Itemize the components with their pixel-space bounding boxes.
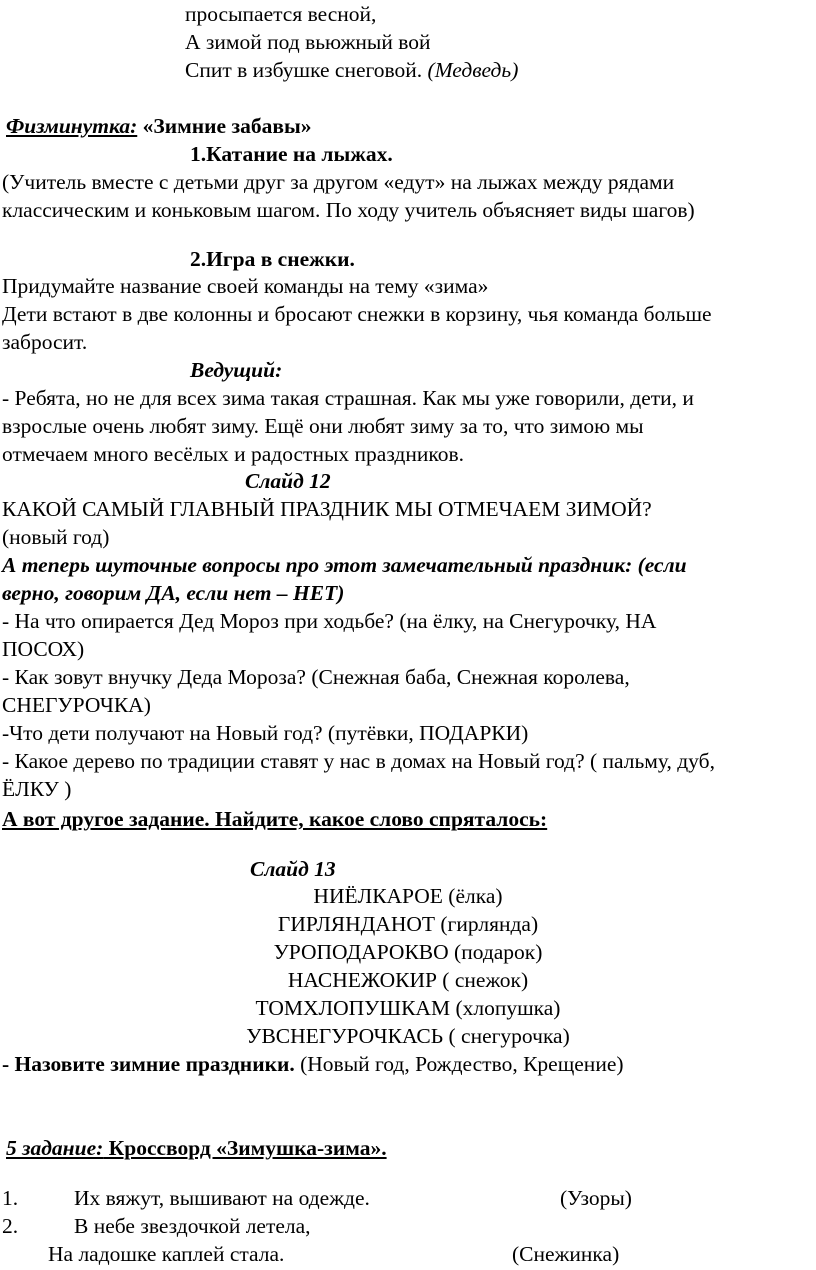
host-text-3: отмечаем много весёлых и радостных праздников. bbox=[2, 442, 465, 466]
slide12-intro-1: А теперь шуточные вопросы про этот замечательный праздник: (если bbox=[2, 553, 687, 577]
poem-line-3 bbox=[185, 56, 518, 84]
hidden-word-1: НИЁЛКАРОЕ (ёлка) bbox=[313, 884, 503, 908]
holidays-question bbox=[2, 1050, 624, 1078]
poem-line-2: А зимой под вьюжный вой bbox=[185, 30, 431, 54]
game1-title: 1.Катание на лыжах. bbox=[190, 142, 393, 166]
poem-line-3-text: Спит в избушке снеговой. bbox=[185, 58, 423, 82]
slide12-answer: (новый год) bbox=[2, 525, 110, 549]
slide12-intro-2: верно, говорим ДА, если нет – НЕТ) bbox=[2, 581, 345, 605]
slide13-label: Слайд 13 bbox=[250, 857, 336, 881]
hidden-word-5: ТОМХЛОПУШКАМ (хлопушка) bbox=[255, 996, 561, 1020]
hidden-word-6: УВСНЕГУРОЧКАСЬ ( снегурочка) bbox=[246, 1024, 570, 1048]
task5-title: Кроссворд «Зимушка-зима». bbox=[103, 1136, 387, 1160]
slide12-q3: -Что дети получают на Новый год? (путёвки, ПОДАРКИ) bbox=[2, 721, 529, 745]
slide12-label: Слайд 12 bbox=[245, 469, 331, 493]
host-text-1: - Ребята, но не для всех зима такая страшная. Как мы уже говорили, дети, и bbox=[2, 386, 694, 410]
holidays-question-text: - Назовите зимние праздники. bbox=[2, 1052, 295, 1076]
crossword-item-2-answer: (Снежинка) bbox=[512, 1242, 620, 1266]
hidden-word-3: УРОПОДАРОКВО (подарок) bbox=[273, 940, 543, 964]
find-word-task: А вот другое задание. Найдите, какое слово спряталось: bbox=[2, 807, 548, 831]
fizminutka-heading bbox=[6, 112, 312, 140]
crossword-item-1-text: Их вяжут, вышивают на одежде. bbox=[74, 1186, 370, 1210]
crossword-item-2-text: В небе звездочкой летела, bbox=[74, 1214, 311, 1238]
task5-heading bbox=[6, 1134, 387, 1162]
holidays-answer: (Новый год, Рождество, Крещение) bbox=[294, 1052, 624, 1076]
task5-label: 5 задание: bbox=[6, 1136, 104, 1160]
slide12-q4-1: - Какое дерево по традиции ставят у нас в домах на Новый год? ( пальму, дуб, bbox=[2, 749, 715, 773]
game2-text-1: Придумайте название своей команды на тему «зима» bbox=[2, 274, 489, 298]
crossword-item-2-num: 2. bbox=[2, 1214, 19, 1238]
slide12-q4-2: ЁЛКУ ) bbox=[2, 777, 72, 801]
crossword-item-1-num: 1. bbox=[2, 1186, 19, 1210]
game2-text-2: Дети встают в две колонны и бросают снежки в корзину, чья команда больше bbox=[2, 302, 712, 326]
game1-text-2: классическим и коньковым шагом. По ходу учитель объясняет виды шагов) bbox=[2, 198, 695, 222]
slide12-q1-2: ПОСОХ) bbox=[2, 637, 85, 661]
hidden-word-2: ГИРЛЯНДАНОТ (гирлянда) bbox=[277, 912, 539, 936]
fizminutka-label: Физминутка: bbox=[6, 114, 138, 138]
riddle-answer: (Медведь) bbox=[427, 58, 519, 82]
slide12-q2-1: - Как зовут внучку Деда Мороза? (Снежная баба, Снежная королева, bbox=[2, 665, 630, 689]
host-label: Ведущий: bbox=[190, 358, 283, 382]
fizminutka-title: «Зимние забавы» bbox=[142, 114, 312, 138]
game2-text-3: забросит. bbox=[2, 330, 88, 354]
slide12-question: КАКОЙ САМЫЙ ГЛАВНЫЙ ПРАЗДНИК МЫ ОТМЕЧАЕМ ЗИМОЙ? bbox=[2, 497, 652, 521]
game2-title: 2.Игра в снежки. bbox=[190, 247, 355, 271]
hidden-word-4: НАСНЕЖОКИР ( снежок) bbox=[287, 968, 529, 992]
slide12-q2-2: СНЕГУРОЧКА) bbox=[2, 693, 151, 717]
slide12-q1-1: - На что опирается Дед Мороз при ходьбе? (на ёлку, на Снегурочку, НА bbox=[2, 609, 657, 633]
crossword-item-1-answer: (Узоры) bbox=[560, 1186, 632, 1210]
host-text-2: взрослые очень любят зиму. Ещё они любят зиму за то, что зимою мы bbox=[2, 414, 644, 438]
game1-text-1: (Учитель вместе с детьми друг за другом «едут» на лыжах между рядами bbox=[2, 170, 675, 194]
crossword-item-2-text-2: На ладошке каплей стала. bbox=[48, 1242, 285, 1266]
poem-line-1: просыпается весной, bbox=[185, 2, 377, 26]
